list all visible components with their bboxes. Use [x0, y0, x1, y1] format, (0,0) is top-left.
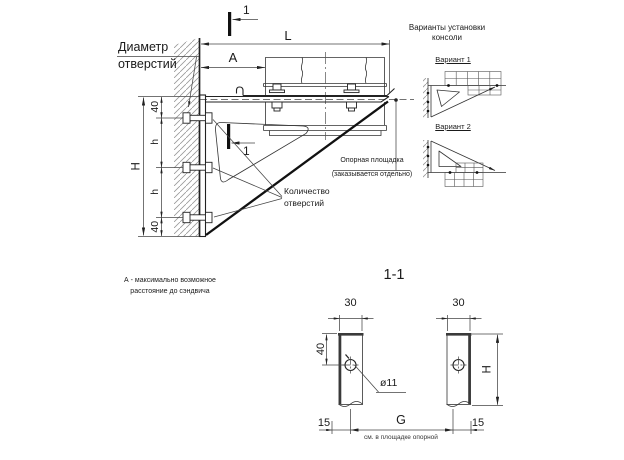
- holes-count-line2: отверстий: [284, 198, 324, 208]
- platform-note-line2: (заказывается отдельно): [331, 171, 413, 178]
- dim-h1-label: h: [149, 138, 162, 145]
- wall-hatching: [174, 38, 200, 237]
- section-mark-top-label: 1: [243, 3, 250, 17]
- platform-bolt: [270, 84, 285, 111]
- dim-h2-label: h: [149, 188, 162, 195]
- footnote-line1: А - максимально возможное: [124, 277, 216, 284]
- variant-1-sketch: [423, 72, 506, 119]
- platform-note-line1: Опорная площадка: [340, 157, 404, 164]
- sec-dim-G: G: [396, 413, 406, 427]
- dim-L-label: L: [284, 28, 292, 43]
- platform-bolts: [270, 84, 360, 111]
- sec-dim-40: 40: [314, 342, 327, 356]
- dim-40-bottom-label: 40: [149, 220, 162, 233]
- platform-bolt: [344, 84, 359, 111]
- sec-dim-H: H: [481, 365, 494, 374]
- variant-2-sketch: [423, 140, 506, 187]
- sec-dim-30-right: 30: [452, 297, 465, 309]
- diagonal-brace: [206, 102, 388, 236]
- support-platform: [200, 87, 414, 100]
- sec-dim-15-right: 15: [471, 417, 485, 429]
- variant-2-label: Вариант 2: [435, 122, 471, 131]
- dim-H-label: H: [130, 162, 143, 171]
- diameter-label-line2: отверстий: [118, 57, 177, 71]
- hole-diameter-callout: ø11: [380, 377, 398, 389]
- section-title: 1-1: [383, 267, 405, 283]
- dim-40-top-label: 40: [149, 100, 162, 113]
- footnote-line2: расстояние до сэндвича: [130, 288, 210, 295]
- sec-dim-15-left: 15: [317, 417, 331, 429]
- section-view: [338, 334, 472, 407]
- section-mark-bottom-label: 1: [243, 144, 250, 158]
- variants-title-line2: консоли: [432, 33, 462, 42]
- sec-ref-note: см. в площадке опорной: [364, 434, 438, 441]
- console-bracket: [200, 95, 390, 237]
- section-cut-marks: [227, 12, 258, 149]
- diameter-label-line1: Диаметр: [118, 40, 169, 54]
- variant-1-label: Вариант 1: [435, 55, 471, 64]
- dim-A-label: A: [228, 50, 238, 65]
- holes-count-line1: Количество: [284, 186, 330, 196]
- variants-title-line1: Варианты установки: [408, 23, 486, 32]
- sec-dim-30-left: 30: [344, 297, 357, 309]
